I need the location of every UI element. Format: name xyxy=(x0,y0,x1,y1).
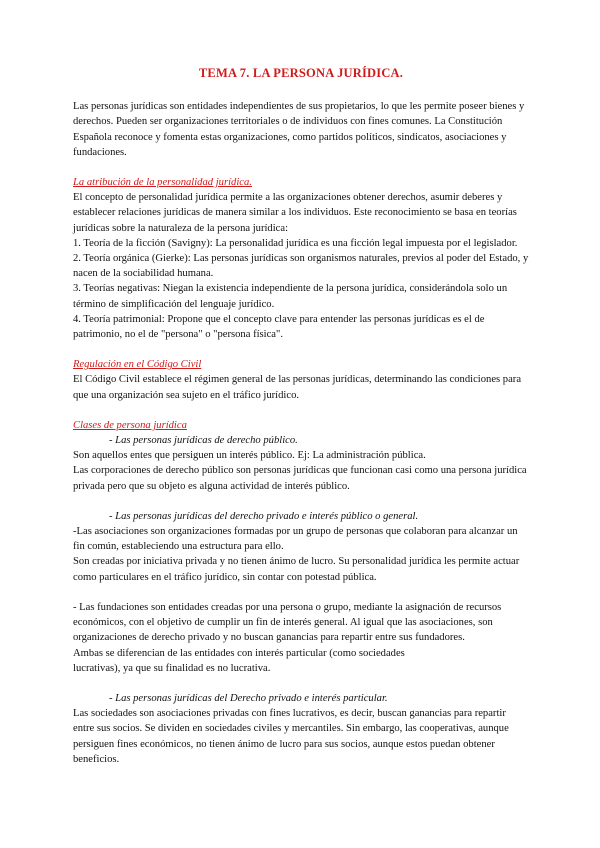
attribution-paragraph: El concepto de personalidad jurídica permite a las organizaciones obtener derechos, asumir deberes y establecer relaciones jurídicas de manera similar a los individuos. Este reconocimiento se basa en teorías jurídicas sobre la naturaleza de la persona jurídica: xyxy=(73,192,517,234)
associations-paragraph: Son creadas por iniciativa privada y no tienen ánimo de lucro. Su personalidad jurídica les permite actuar como particulares en el tráfico jurídico, sin contar con potestad pública. xyxy=(73,556,520,583)
subheading-private-particular-interest: - Las personas jurídicas del Derecho privado e interés particular. xyxy=(109,692,388,704)
associations-paragraph: -Las asociaciones son organizaciones formadas por un grupo de personas que colaboran para alcanzar un fin común, estableciendo una estructura para ello. xyxy=(73,526,518,553)
foundations-paragraph: - Las fundaciones son entidades creadas por una persona o grupo, mediante la asignación de recursos económicos, con el objetivo de cumplir un fin de interés general. Al igual que las asociaciones, son organizaciones de derecho privado y no buscan ganancias para repartir entre sus fundadores. xyxy=(73,601,502,644)
spacer xyxy=(73,342,529,357)
difference-line: Ambas se diferencian de las entidades con interés particular (como sociedades xyxy=(73,647,405,659)
regulation-paragraph: El Código Civil establece el régimen general de las personas jurídicas, determinando las condiciones para que una organización sea sujeto en el tráfico jurídico. xyxy=(73,374,522,401)
spacer xyxy=(73,676,529,691)
document-content xyxy=(73,66,529,767)
spacer xyxy=(73,403,529,418)
intro-paragraph: Las personas jurídicas son entidades independientes de sus propietarios, lo que les permite poseer bienes y derechos. Pueden ser organizaciones territoriales o de individuos con fines comunes. La Constitución Española reconoce y fomenta estas organizaciones, como partidos políticos, sindicatos, asociaciones y fundaciones. xyxy=(73,101,525,158)
public-law-paragraph: Las corporaciones de derecho público son personas jurídicas que funcionan casi como una persona jurídica privada pero que su objeto es alguna actividad de interés público. xyxy=(73,465,527,492)
theory-item: 4. Teoría patrimonial: Propone que el concepto clave para entender las personas jurídicas es el de patrimonio, no el de "persona" o "persona física". xyxy=(73,313,485,341)
section-heading-classes: Clases de persona jurídica xyxy=(73,419,187,431)
societies-paragraph: Las sociedades son asociaciones privadas con fines lucrativos, es decir, buscan ganancias para repartir entre sus socios. Se dividen en sociedades civiles y mercantiles. Sin embargo, las cooperativas, aunque persiguen fines económicos, no tienen ánimo de lucro para sus socios, aunque estos puedan obtener beneficios. xyxy=(73,708,509,765)
section-heading-attribution: La atribución de la personalidad jurídica. xyxy=(73,177,252,189)
page-title: TEMA 7. LA PERSONA JURÍDICA. xyxy=(198,66,404,80)
spacer xyxy=(73,494,529,509)
subheading-public-law: - Las personas jurídicas de derecho público. xyxy=(109,435,298,447)
difference-line: lucrativas), ya que su finalidad es no lucrativa. xyxy=(73,662,271,674)
theory-item: 2. Teoría orgánica (Gierke): Las personas jurídicas son organismos naturales, previos al poder del Estado, y nacen de la sociabilidad humana. xyxy=(73,253,529,280)
theory-item: 1. Teoría de la ficción (Savigny): La personalidad jurídica es una ficción legal impuesta por el legislador. xyxy=(73,237,518,249)
public-law-paragraph: Son aquellos entes que persiguen un interés público. Ej: La administración pública. xyxy=(73,450,426,462)
subheading-private-public-interest: - Las personas jurídicas del derecho privado e interés público o general. xyxy=(109,510,419,522)
theory-item: 3. Teorías negativas: Niegan la existencia independiente de la persona jurídica, considerándola solo un término de simplificación del lenguaje jurídico. xyxy=(73,283,508,310)
section-heading-regulation: Regulación en el Código Civil xyxy=(73,359,202,371)
spacer xyxy=(73,585,529,600)
